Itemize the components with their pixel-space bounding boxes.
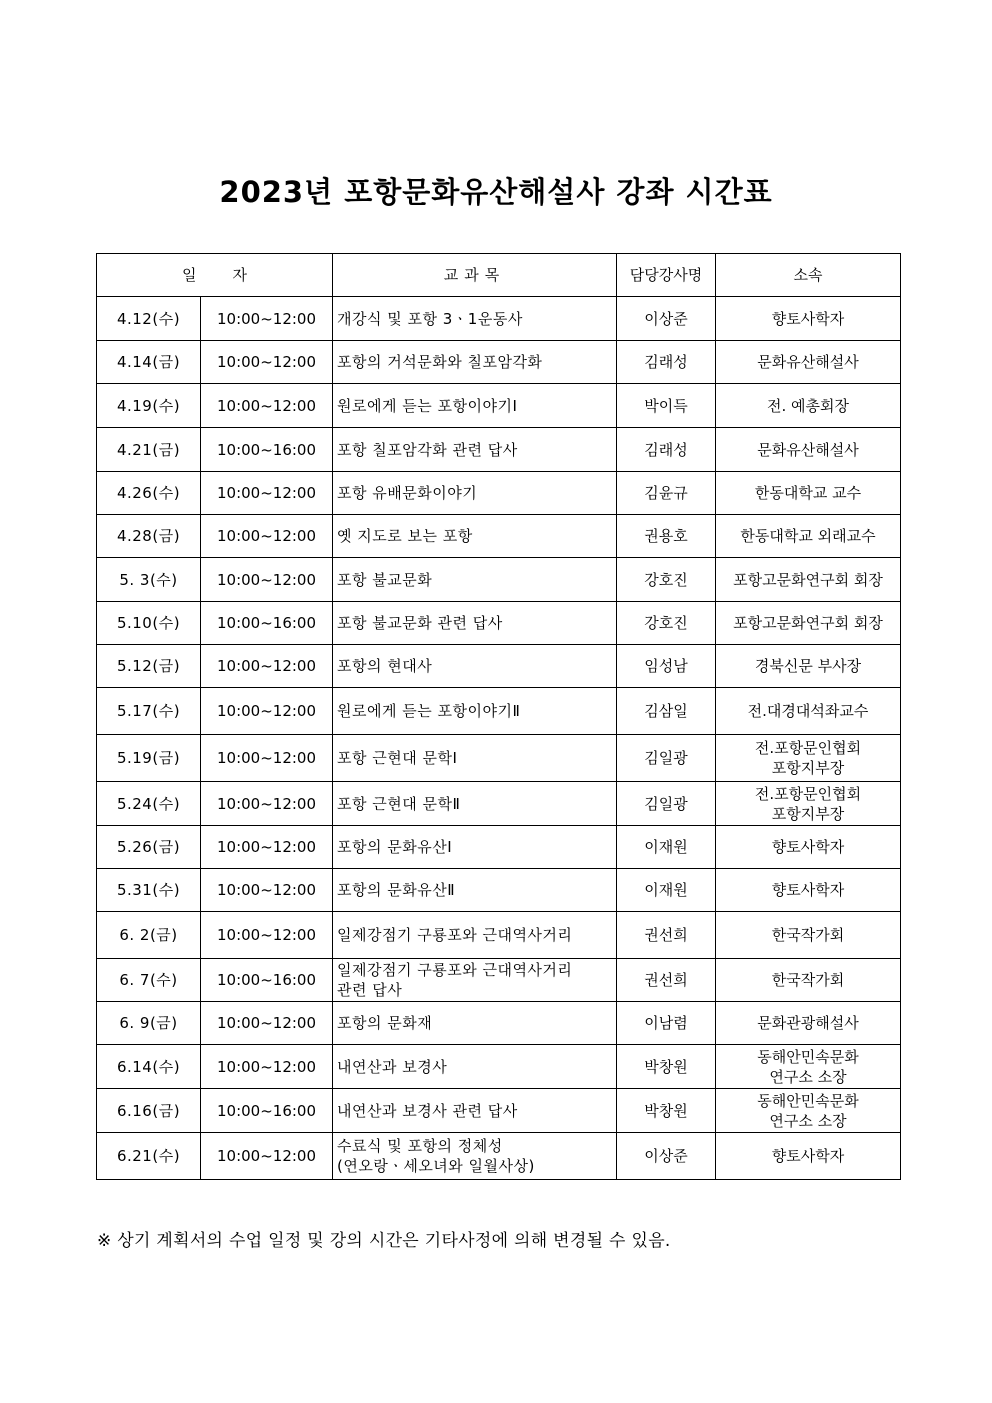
row-time: 10:00~12:00 (201, 384, 333, 428)
row-lecturer: 권선희 (617, 959, 716, 1002)
header-subject: 교과목 (333, 254, 617, 297)
row-time: 10:00~12:00 (201, 1045, 333, 1089)
table-row (97, 912, 901, 959)
row-affiliation: 전.포항문인협회 포항지부장 (716, 782, 901, 826)
row-subject: 원로에게 듣는 포항이야기Ⅰ (333, 384, 617, 428)
table-row (97, 558, 901, 602)
row-affiliation: 동해안민속문화 연구소 소장 (716, 1045, 901, 1089)
row-date: 5.12(금) (97, 645, 201, 688)
row-time: 10:00~12:00 (201, 645, 333, 688)
row-subject: 포항의 현대사 (333, 645, 617, 688)
table-row (97, 384, 901, 428)
row-subject: 포항 불교문화 (333, 558, 617, 602)
row-affiliation: 문화유산해설사 (716, 428, 901, 472)
row-date: 4.19(수) (97, 384, 201, 428)
table-row (97, 428, 901, 472)
row-time: 10:00~12:00 (201, 515, 333, 558)
row-date: 5.24(수) (97, 782, 201, 826)
row-subject: 일제강점기 구룡포와 근대역사거리 (333, 912, 617, 959)
row-time: 10:00~12:00 (201, 472, 333, 515)
row-subject: 내연산과 보경사 (333, 1045, 617, 1089)
row-time: 10:00~16:00 (201, 959, 333, 1002)
row-subject: 포항의 문화유산Ⅰ (333, 826, 617, 869)
row-time: 10:00~12:00 (201, 341, 333, 384)
row-affiliation: 포항고문화연구회 회장 (716, 558, 901, 602)
row-lecturer: 김윤규 (617, 472, 716, 515)
table-row (97, 688, 901, 735)
row-subject: 포항 근현대 문학Ⅱ (333, 782, 617, 826)
row-time: 10:00~12:00 (201, 735, 333, 782)
footnote: ※ 상기 계획서의 수업 일정 및 강의 시간은 기타사정에 의해 변경될 수 있음. (97, 1231, 671, 1251)
table-row (97, 1045, 901, 1089)
row-subject: 포항의 거석문화와 칠포암각화 (333, 341, 617, 384)
table-row (97, 826, 901, 869)
row-time: 10:00~12:00 (201, 1002, 333, 1045)
row-subject: 내연산과 보경사 관련 답사 (333, 1089, 617, 1133)
row-subject: 개강식 및 포항 3ㆍ1운동사 (333, 297, 617, 341)
table-row (97, 602, 901, 645)
row-subject: 포항 유배문화이야기 (333, 472, 617, 515)
row-date: 5.26(금) (97, 826, 201, 869)
row-time: 10:00~12:00 (201, 1133, 333, 1180)
row-affiliation: 한국작가회 (716, 912, 901, 959)
row-date: 6. 2(금) (97, 912, 201, 959)
row-lecturer: 김삼일 (617, 688, 716, 735)
table-row (97, 297, 901, 341)
row-subject: 옛 지도로 보는 포항 (333, 515, 617, 558)
page-title: 2023년 포항문화유산해설사 강좌 시간표 (219, 175, 773, 209)
table-row (97, 869, 901, 912)
row-lecturer: 이상준 (617, 297, 716, 341)
header-row (97, 254, 901, 297)
row-affiliation: 전.포항문인협회 포항지부장 (716, 735, 901, 782)
row-date: 6. 7(수) (97, 959, 201, 1002)
row-time: 10:00~12:00 (201, 297, 333, 341)
row-subject: 일제강점기 구룡포와 근대역사거리 관련 답사 (333, 959, 617, 1002)
row-time: 10:00~12:00 (201, 869, 333, 912)
row-lecturer: 강호진 (617, 602, 716, 645)
table-row (97, 1002, 901, 1045)
row-date: 4.14(금) (97, 341, 201, 384)
row-affiliation: 향토사학자 (716, 869, 901, 912)
row-date: 4.12(수) (97, 297, 201, 341)
row-affiliation: 전. 예총회장 (716, 384, 901, 428)
row-time: 10:00~16:00 (201, 428, 333, 472)
row-affiliation: 동해안민속문화 연구소 소장 (716, 1089, 901, 1133)
table-row (97, 341, 901, 384)
row-affiliation: 한동대학교 교수 (716, 472, 901, 515)
table-row (97, 515, 901, 558)
row-lecturer: 김래성 (617, 428, 716, 472)
row-lecturer: 김일광 (617, 782, 716, 826)
row-affiliation: 포항고문화연구회 회장 (716, 602, 901, 645)
row-date: 5.17(수) (97, 688, 201, 735)
table-row (97, 735, 901, 782)
table-row (97, 645, 901, 688)
row-lecturer: 임성남 (617, 645, 716, 688)
row-affiliation: 한동대학교 외래교수 (716, 515, 901, 558)
row-lecturer: 김래성 (617, 341, 716, 384)
row-time: 10:00~12:00 (201, 782, 333, 826)
row-date: 6.14(수) (97, 1045, 201, 1089)
row-time: 10:00~12:00 (201, 558, 333, 602)
row-subject: 포항의 문화유산Ⅱ (333, 869, 617, 912)
row-date: 4.28(금) (97, 515, 201, 558)
row-lecturer: 이남렴 (617, 1002, 716, 1045)
row-subject: 포항 불교문화 관련 답사 (333, 602, 617, 645)
header-date: 일자 (97, 254, 333, 297)
row-affiliation: 한국작가회 (716, 959, 901, 1002)
row-subject: 수료식 및 포항의 정체성 (연오랑ㆍ세오녀와 일월사상) (333, 1133, 617, 1180)
row-lecturer: 이재원 (617, 826, 716, 869)
row-time: 10:00~12:00 (201, 688, 333, 735)
row-lecturer: 김일광 (617, 735, 716, 782)
row-date: 5.19(금) (97, 735, 201, 782)
row-time: 10:00~16:00 (201, 1089, 333, 1133)
row-date: 5.31(수) (97, 869, 201, 912)
row-affiliation: 경북신문 부사장 (716, 645, 901, 688)
row-subject: 포항의 문화재 (333, 1002, 617, 1045)
row-lecturer: 이재원 (617, 869, 716, 912)
row-time: 10:00~12:00 (201, 912, 333, 959)
row-subject: 포항 칠포암각화 관련 답사 (333, 428, 617, 472)
header-lecturer: 담당강사명 (617, 254, 716, 297)
schedule-body (97, 297, 901, 1180)
row-date: 4.21(금) (97, 428, 201, 472)
row-time: 10:00~16:00 (201, 602, 333, 645)
row-subject: 포항 근현대 문학Ⅰ (333, 735, 617, 782)
row-date: 6. 9(금) (97, 1002, 201, 1045)
header-affiliation: 소속 (716, 254, 901, 297)
row-date: 4.26(수) (97, 472, 201, 515)
row-date: 6.21(수) (97, 1133, 201, 1180)
row-lecturer: 박창원 (617, 1045, 716, 1089)
table-row (97, 1089, 901, 1133)
row-affiliation: 향토사학자 (716, 297, 901, 341)
row-subject: 원로에게 듣는 포항이야기Ⅱ (333, 688, 617, 735)
row-lecturer: 이상준 (617, 1133, 716, 1180)
row-affiliation: 전.대경대석좌교수 (716, 688, 901, 735)
row-date: 5. 3(수) (97, 558, 201, 602)
row-lecturer: 권용호 (617, 515, 716, 558)
table-row (97, 472, 901, 515)
table-row (97, 1133, 901, 1180)
table-row (97, 959, 901, 1002)
row-affiliation: 문화관광해설사 (716, 1002, 901, 1045)
row-lecturer: 박창원 (617, 1089, 716, 1133)
row-date: 5.10(수) (97, 602, 201, 645)
row-lecturer: 권선희 (617, 912, 716, 959)
table-row (97, 782, 901, 826)
schedule-table (96, 253, 901, 1180)
row-time: 10:00~12:00 (201, 826, 333, 869)
row-lecturer: 박이득 (617, 384, 716, 428)
row-date: 6.16(금) (97, 1089, 201, 1133)
row-affiliation: 향토사학자 (716, 1133, 901, 1180)
row-affiliation: 문화유산해설사 (716, 341, 901, 384)
row-lecturer: 강호진 (617, 558, 716, 602)
row-affiliation: 향토사학자 (716, 826, 901, 869)
